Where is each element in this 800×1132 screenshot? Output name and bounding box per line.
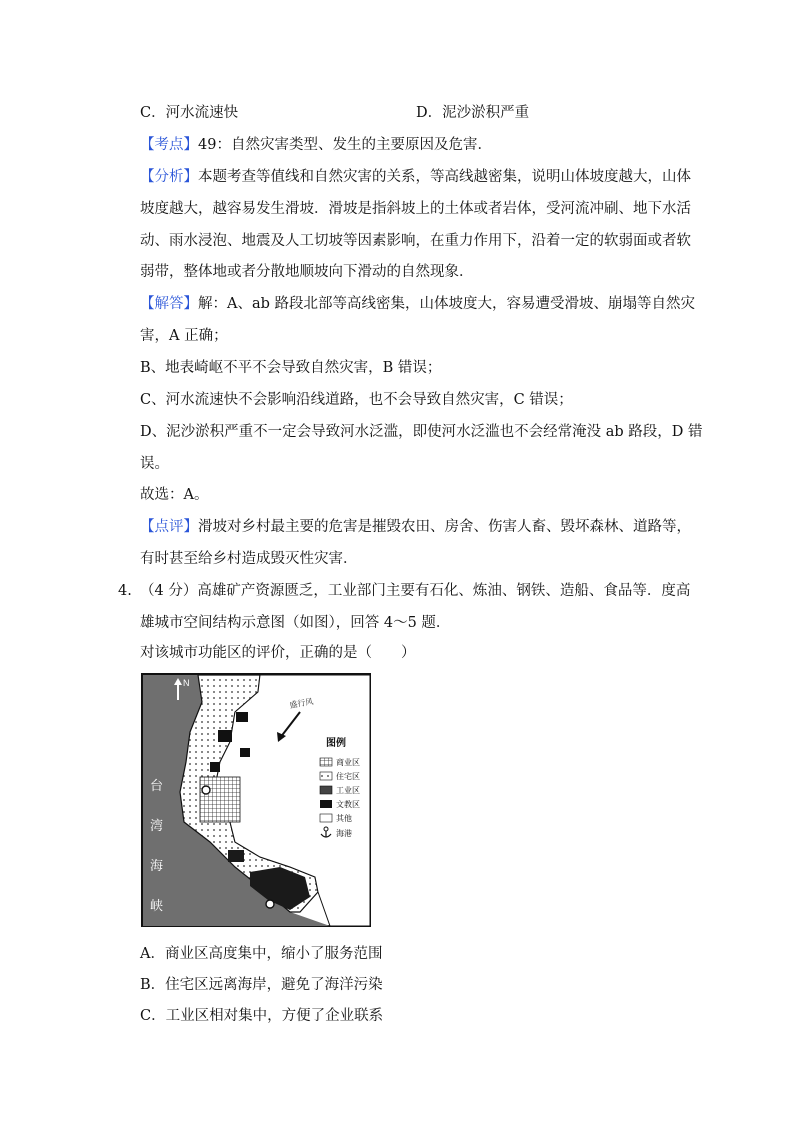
edu-block-2 — [218, 730, 232, 742]
commercial-zone — [200, 777, 240, 822]
edu-block-4 — [210, 762, 220, 772]
harbor-icon-2 — [266, 900, 274, 908]
north-label: N — [183, 678, 190, 688]
option-c-prev: C．河水流速快 — [140, 105, 239, 121]
dianping-line-2: 有时甚至给乡村造成毁灭性灾害． — [140, 551, 358, 567]
option-c: C．工业区相对集中，方便了企业联系 — [140, 1008, 384, 1024]
edu-block-1 — [236, 712, 248, 722]
legend-other: 其他 — [336, 814, 352, 823]
harbor-icon-1 — [202, 786, 210, 794]
option-b: B．住宅区远离海岸，避免了海洋污染 — [140, 977, 383, 993]
legend-swatch-residential — [320, 772, 332, 780]
question-text-1: （4 分）高雄矿产资源匮乏，工业部门主要有石化、炼油、钢铁、造船、食品等．度高 — [140, 583, 691, 599]
fenxi-line-2: 坡度越大，越容易发生滑坡．滑坡是指斜坡上的土体或者岩体，受河流冲刷、地下水活 — [140, 201, 691, 217]
question-prompt: 对该城市功能区的评价，正确的是（ ） — [140, 645, 416, 661]
legend-education: 文教区 — [336, 800, 360, 809]
option-d-prev: D．泥沙淤积严重 — [416, 105, 530, 121]
jieda-line-3: B、地表崎岖不平不会导致自然灾害，B 错误； — [140, 360, 442, 376]
option-a: A．商业区高度集中，缩小了服务范围 — [140, 946, 383, 962]
fenxi-line-3: 动、雨水浸泡、地震及人工切坡等因素影响，在重力作用下，沿着一定的软弱面或者软 — [140, 233, 691, 249]
fenxi-line-4: 弱带，整体地或者分散地顺坡向下滑动的自然现象． — [140, 264, 474, 280]
legend-swatch-education — [320, 800, 332, 808]
strait-char-1: 台 — [150, 779, 164, 794]
legend-commercial: 商业区 — [336, 758, 360, 767]
kaodian-tag: 【考点】 — [140, 137, 198, 153]
fenxi-tag: 【分析】 — [140, 169, 198, 185]
legend-swatch-other — [320, 814, 332, 822]
legend-residential: 住宅区 — [336, 772, 360, 781]
question-number: 4. — [118, 583, 132, 599]
dianping-line-1 — [140, 518, 691, 536]
jieda-line-4: C、河水流速快不会影响沿线道路，也不会导致自然灾害，C 错误； — [140, 392, 573, 408]
strait-char-4: 峡 — [150, 899, 164, 914]
jieda-tag: 【解答】 — [140, 296, 198, 312]
industrial-block — [228, 850, 244, 862]
fenxi-text-1: 本题考查等值线和自然灾害的关系，等高线越密集，说明山体坡度越大，山体 — [198, 169, 691, 185]
jieda-line-5: D、泥沙淤积严重不一定会导致河水泛滥，即使河水泛滥也不会经常淹没 ab 路段，D 错 — [140, 424, 703, 440]
jieda-line-7: 故选：A。 — [140, 487, 209, 503]
strait-char-3: 海 — [150, 859, 164, 874]
legend-harbor: 海港 — [336, 829, 352, 838]
jieda-text-1: 解：A、ab 路段北部等高线密集，山体坡度大，容易遭受滑坡、崩塌等自然灾 — [198, 296, 696, 312]
kaohsiung-city-map — [140, 672, 372, 928]
question-text-2: 雄城市空间结构示意图（如图），回答 4～5 题． — [140, 615, 451, 631]
jieda-line-2: 害，A 正确； — [140, 328, 228, 344]
kaodian-line — [140, 136, 492, 154]
legend-title: 图例 — [326, 738, 346, 749]
legend-industrial: 工业区 — [336, 786, 360, 795]
kaodian-text: 49：自然灾害类型、发生的主要原因及危害． — [198, 137, 492, 153]
strait-char-2: 湾 — [150, 819, 164, 834]
wind-label: 盛行风 — [288, 696, 314, 710]
jieda-line-1 — [140, 295, 695, 313]
legend-swatch-commercial — [320, 758, 332, 766]
fenxi-line-1 — [140, 168, 691, 186]
jieda-line-6: 误。 — [140, 456, 169, 472]
edu-block-3 — [240, 748, 250, 757]
dianping-tag: 【点评】 — [140, 519, 198, 535]
legend-swatch-industrial — [320, 786, 332, 794]
dianping-text-1: 滑坡对乡村最主要的危害是摧毁农田、房舍、伤害人畜、毁坏森林、道路等， — [198, 519, 691, 535]
